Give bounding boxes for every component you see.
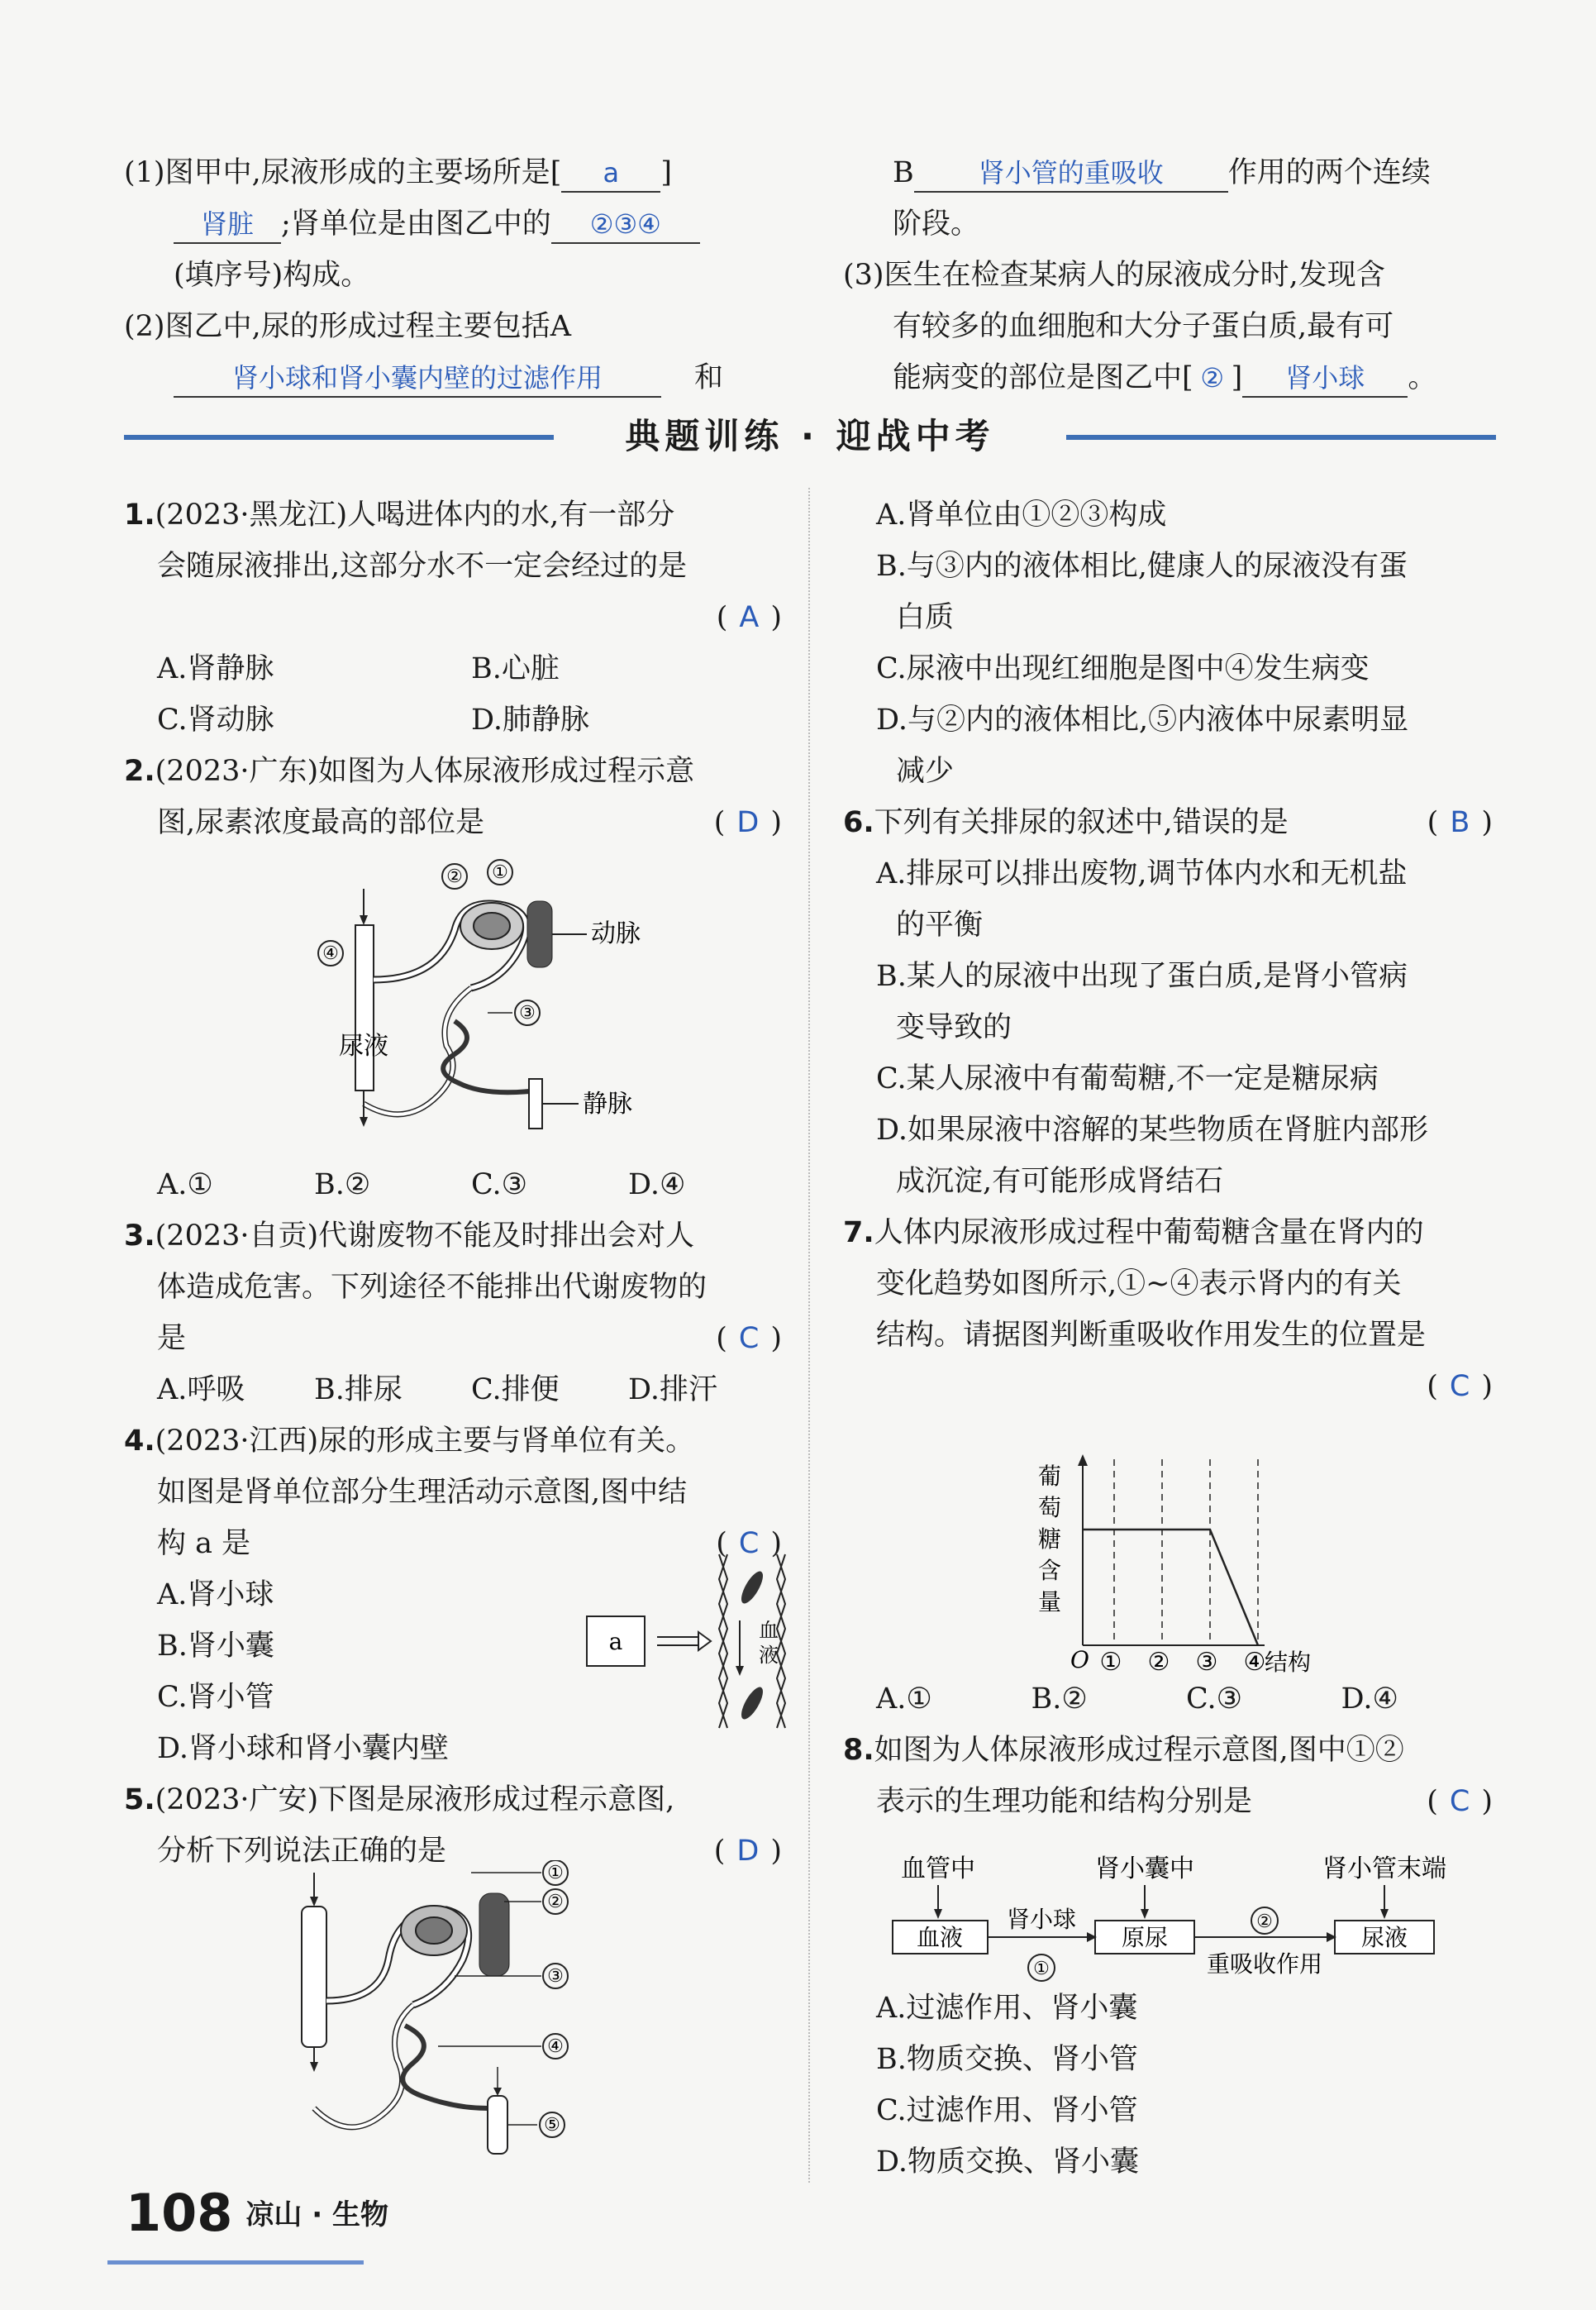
x-tick-label: ③ xyxy=(1195,1648,1218,1677)
label-1: ① xyxy=(1033,1959,1050,1979)
answer-value: B xyxy=(1450,806,1474,839)
top-line-5 xyxy=(124,352,785,403)
text: (2023·自贡)代谢废物不能及时排出会对人 xyxy=(155,1219,695,1253)
option: A.① xyxy=(876,1682,932,1716)
option: A.呼吸 xyxy=(157,1373,245,1406)
q7-glucose-chart xyxy=(1025,1451,1339,1707)
label-1: ① xyxy=(547,1863,564,1883)
text: (1)图甲中,尿液形成的主要场所是[ xyxy=(124,156,562,189)
q8-line-2 xyxy=(843,1776,1496,1827)
section-banner xyxy=(124,412,1496,461)
label-2: ② xyxy=(1256,1911,1273,1932)
q4-line-1 xyxy=(124,1415,785,1467)
question-number: 8. xyxy=(843,1734,874,1767)
x-tick-label: ④ xyxy=(1243,1648,1266,1677)
text: 作用的两个连续 xyxy=(1227,156,1431,189)
answer-glomerulus-num: ② xyxy=(1200,362,1224,394)
q2-line-1 xyxy=(124,746,785,797)
answer-value: C xyxy=(1449,1370,1474,1403)
option: C.③ xyxy=(1186,1682,1243,1716)
label-artery: 动脉 xyxy=(591,919,641,948)
x-axis-label: 结构 xyxy=(1265,1649,1312,1676)
origin-label: O xyxy=(1070,1646,1089,1673)
text: 。 xyxy=(1408,361,1437,394)
answer-reabsorption: 肾小管的重吸收 xyxy=(914,155,1228,193)
box-a-label: a xyxy=(608,1628,623,1655)
q2-nephron-diagram xyxy=(314,856,669,1162)
text: 和 xyxy=(694,361,724,394)
answer-a: a xyxy=(561,155,660,193)
label-3: ③ xyxy=(547,1966,564,1987)
q5-nephron-diagram xyxy=(289,1860,669,2183)
text: (2023·广安)下图是尿液形成过程示意图, xyxy=(155,1783,675,1816)
text: 图,尿素浓度最高的部位是 xyxy=(157,806,485,839)
footer-bar xyxy=(107,2260,364,2265)
option-continued: 减少 xyxy=(896,755,955,788)
label-glomerulus: 肾小球 xyxy=(1006,1906,1077,1933)
answer-value: C xyxy=(738,1322,763,1355)
q7-line-3: 结构。请据图判断重吸收作用发生的位置是 xyxy=(876,1319,1427,1352)
answer-bracket: ( B ) xyxy=(1427,806,1496,839)
chart-gridlines xyxy=(1114,1459,1258,1645)
option: C.排便 xyxy=(471,1373,560,1406)
option: D.肺静脉 xyxy=(471,704,589,737)
q3-line-3 xyxy=(124,1313,785,1364)
q7-line-1 xyxy=(843,1207,1496,1258)
label-1: ① xyxy=(492,862,508,883)
top-right-line-4: 有较多的血细胞和大分子蛋白质,最有可 xyxy=(893,310,1394,343)
option: A.肾单位由①②③构成 xyxy=(876,499,1167,532)
label-5: ⑤ xyxy=(544,2115,560,2136)
option: A.肾静脉 xyxy=(157,652,274,685)
option: B.排尿 xyxy=(314,1373,403,1406)
option: B.② xyxy=(1031,1682,1088,1716)
question-number: 1. xyxy=(124,499,155,532)
answer-glomerulus: 肾小球 xyxy=(1242,360,1408,398)
top-line-3: (填序号)构成。 xyxy=(174,259,370,292)
text: 是 xyxy=(157,1322,187,1355)
y-label-char: 含 xyxy=(1037,1557,1062,1584)
label-vein: 静脉 xyxy=(583,1090,632,1119)
q3-line-2: 体造成危害。下列途径不能排出代谢废物的 xyxy=(157,1271,707,1304)
text: (2023·黑龙江)人喝进体内的水,有一部分 xyxy=(155,499,675,532)
y-label-char: 葡 xyxy=(1037,1463,1062,1490)
top-right-line-5 xyxy=(843,352,1504,403)
option: D.与②内的液体相比,⑤内液体中尿素明显 xyxy=(876,704,1409,737)
text: 分析下列说法正确的是 xyxy=(157,1835,447,1868)
x-tick-label: ① xyxy=(1099,1648,1122,1677)
q1-answer-line xyxy=(124,592,785,643)
option: C.肾小管 xyxy=(157,1681,274,1714)
option-continued: 变导致的 xyxy=(896,1011,1012,1044)
box-blood-label: 血液 xyxy=(916,1924,964,1951)
answer-bracket: ( C ) xyxy=(1427,1370,1496,1403)
text: ] xyxy=(1231,361,1243,394)
option: D.肾小球和肾小囊内壁 xyxy=(157,1732,449,1765)
q2-line-2 xyxy=(124,797,785,848)
answer-bracket: ( D ) xyxy=(713,806,785,839)
option-continued: 的平衡 xyxy=(896,909,984,942)
glucose-line xyxy=(1083,1530,1258,1645)
q3-line-1 xyxy=(124,1210,785,1262)
option: B.与③内的液体相比,健康人的尿液没有蛋 xyxy=(876,550,1408,583)
answer-value: C xyxy=(738,1527,763,1560)
question-number: 4. xyxy=(124,1425,155,1458)
answer-bracket: ( A ) xyxy=(716,601,785,634)
label-reabsorption: 重吸收作用 xyxy=(1206,1950,1323,1978)
option: C.尿液中出现红细胞是图中④发生病变 xyxy=(876,652,1370,685)
label-2: ② xyxy=(547,1892,564,1912)
q1-line-2: 会随尿液排出,这部分水不一定会经过的是 xyxy=(157,550,688,583)
option: D.④ xyxy=(1341,1682,1398,1716)
option: D.物质交换、肾小囊 xyxy=(876,2145,1139,2179)
top-line-4: (2)图乙中,尿的形成过程主要包括A xyxy=(124,310,571,343)
answer-value: D xyxy=(736,806,763,839)
text: B xyxy=(893,156,914,189)
y-label-char: 量 xyxy=(1037,1588,1062,1616)
text: 如图为人体尿液形成过程示意图,图中①② xyxy=(874,1734,1404,1767)
q7-line-2: 变化趋势如图所示,①~④表示肾内的有关 xyxy=(876,1267,1402,1301)
question-number: 3. xyxy=(124,1219,155,1253)
q8-line-1 xyxy=(843,1725,1496,1776)
option: C.某人尿液中有葡萄糖,不一定是糖尿病 xyxy=(876,1062,1379,1095)
q7-answer-line xyxy=(843,1361,1496,1412)
option: B.② xyxy=(314,1168,371,1201)
y-axis-label xyxy=(1038,1463,1061,1616)
column-divider xyxy=(808,488,810,2183)
option: A.过滤作用、肾小囊 xyxy=(876,1992,1138,2025)
box-primary-urine-label: 原尿 xyxy=(1121,1924,1169,1951)
label-3: ③ xyxy=(519,1003,536,1024)
option: A.肾小球 xyxy=(157,1578,274,1611)
box-urine-label: 尿液 xyxy=(1360,1924,1408,1951)
text: (2023·广东)如图为人体尿液形成过程示意 xyxy=(155,755,695,788)
top-left-block xyxy=(124,147,785,403)
x-tick-label: ② xyxy=(1147,1648,1170,1677)
answer-bracket: ( C ) xyxy=(716,1527,785,1560)
option: D.排汗 xyxy=(628,1373,717,1406)
q5-line-1 xyxy=(124,1774,785,1826)
label-in-capsule: 肾小囊中 xyxy=(1095,1854,1194,1883)
top-line-2 xyxy=(124,198,785,250)
y-label-char: 萄 xyxy=(1037,1494,1062,1521)
answer-bracket: ( C ) xyxy=(1427,1785,1496,1818)
q1-options-row1 xyxy=(124,643,785,694)
top-right-block xyxy=(843,147,1504,403)
answer-nephron-parts: ②③④ xyxy=(551,206,700,244)
answer-value: A xyxy=(739,601,763,634)
question-number: 5. xyxy=(124,1783,155,1816)
q4-line-2: 如图是肾单位部分生理活动示意图,图中结 xyxy=(157,1476,688,1509)
question-number: 6. xyxy=(843,806,874,839)
label-blood-2: 液 xyxy=(759,1644,779,1667)
option-continued: 成沉淀,有可能形成肾结石 xyxy=(896,1165,1224,1198)
answer-kidney: 肾脏 xyxy=(174,206,281,244)
q4-diagram xyxy=(579,1546,793,1736)
text: 人体内尿液形成过程中葡萄糖含量在肾内的 xyxy=(874,1216,1424,1249)
q2-options xyxy=(124,1159,785,1210)
text: 下列有关排尿的叙述中,错误的是 xyxy=(874,806,1289,839)
option: C.肾动脉 xyxy=(157,704,274,737)
option-continued: 白质 xyxy=(896,601,955,634)
text: ;肾单位是由图乙中的 xyxy=(281,208,551,241)
option: B.肾小囊 xyxy=(157,1630,274,1663)
answer-bracket: ( C ) xyxy=(716,1322,785,1355)
top-right-line-3: (3)医生在检查某病人的尿液成分时,发现含 xyxy=(843,259,1385,292)
text: (2023·江西)尿的形成主要与肾单位有关。 xyxy=(155,1425,695,1458)
label-4: ④ xyxy=(322,943,339,964)
answer-filtration: 肾小球和肾小囊内壁的过滤作用 xyxy=(174,360,661,398)
text: ] xyxy=(660,156,673,189)
answer-value: C xyxy=(1449,1785,1474,1818)
text: 构 a 是 xyxy=(157,1527,251,1560)
y-label-char: 糖 xyxy=(1037,1525,1062,1553)
q1-line-1 xyxy=(124,489,785,541)
question-number: 2. xyxy=(124,755,155,788)
option: D.④ xyxy=(628,1168,686,1201)
top-right-line-2: 阶段。 xyxy=(893,208,980,241)
q8-flow-diagram xyxy=(889,1848,1500,2005)
text: 表示的生理功能和结构分别是 xyxy=(876,1785,1253,1818)
label-urine: 尿液 xyxy=(339,1032,388,1061)
page-footer xyxy=(126,2183,388,2243)
banner-title: 典题训练 · 迎战中考 xyxy=(625,416,995,456)
option: B.某人的尿液中出现了蛋白质,是肾小管病 xyxy=(876,960,1408,993)
label-blood-1: 血 xyxy=(759,1619,779,1642)
label-in-vessel: 血管中 xyxy=(901,1854,975,1883)
question-number: 7. xyxy=(843,1216,874,1249)
q6-line-1 xyxy=(843,797,1496,848)
top-right-line-1 xyxy=(843,147,1504,198)
option: A.排尿可以排出废物,调节体内水和无机盐 xyxy=(876,857,1408,890)
option: C.③ xyxy=(471,1168,528,1201)
label-2: ② xyxy=(446,866,463,887)
top-line-1 xyxy=(124,147,785,198)
answer-value: D xyxy=(736,1835,763,1868)
page-number: 108 xyxy=(126,2183,233,2243)
label-4: ④ xyxy=(547,2036,564,2057)
q1-options-row2 xyxy=(124,694,785,746)
text: 能病变的部位是图乙中[ xyxy=(893,361,1193,394)
option: A.① xyxy=(157,1168,213,1201)
option: B.心脏 xyxy=(471,652,560,685)
option: D.如果尿液中溶解的某些物质在肾脏内部形 xyxy=(876,1114,1428,1147)
x-tick-labels xyxy=(1100,1648,1266,1677)
option: C.过滤作用、肾小管 xyxy=(876,2094,1138,2127)
answer-bracket: ( D ) xyxy=(713,1835,785,1868)
option: B.物质交换、肾小管 xyxy=(876,2043,1138,2076)
label-tubule-end: 肾小管末端 xyxy=(1322,1854,1446,1883)
q3-options xyxy=(124,1364,785,1415)
book-title: 凉山 · 生物 xyxy=(245,2198,389,2231)
